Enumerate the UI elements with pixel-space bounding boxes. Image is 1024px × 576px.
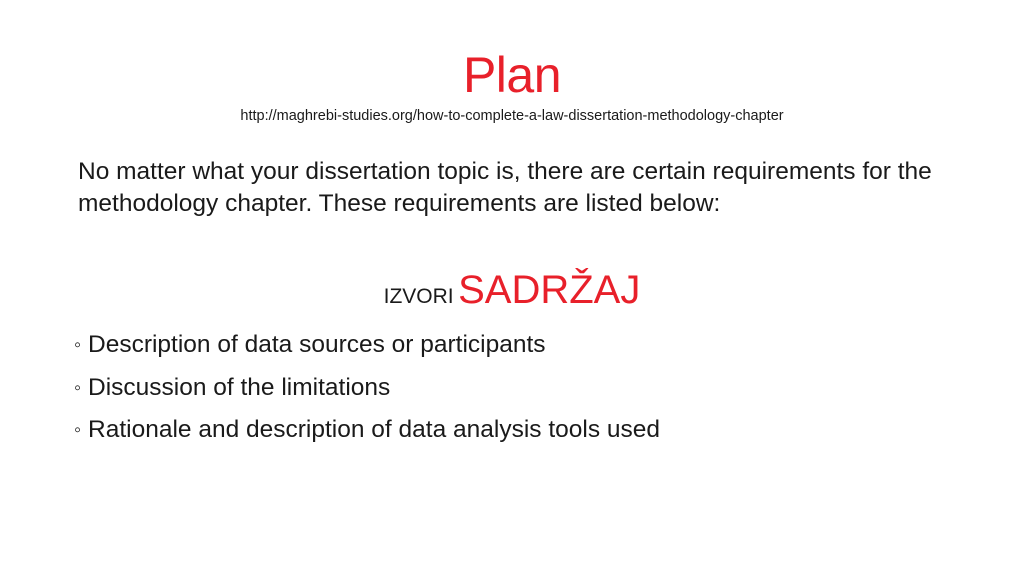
bullet-list xyxy=(74,324,974,452)
list-item xyxy=(74,367,974,410)
content-label: SADRŽAJ xyxy=(458,268,641,312)
bullet-text: Discussion of the limitations xyxy=(88,373,391,401)
intro-paragraph: No matter what your dissertation topic is, there are certain requirements for the methodology chapter. These requirements are listed below: xyxy=(78,158,932,217)
bullet-text: Rationale and description of data analysis tools used xyxy=(88,416,661,443)
bullet-text: Description of data sources or participants xyxy=(88,331,546,358)
slide-title: Plan xyxy=(462,47,562,103)
heading-line xyxy=(0,268,1024,313)
source-url: http://maghrebi-studies.org/how-to-complete-a-law-dissertation-methodology-chapter xyxy=(240,108,784,124)
bullet-marker-icon: ◦ xyxy=(74,419,82,441)
list-item xyxy=(74,324,974,367)
bullet-marker-icon: ◦ xyxy=(74,376,82,399)
list-item xyxy=(74,409,974,452)
sources-label: IZVORI xyxy=(383,285,454,308)
bullet-marker-icon: ◦ xyxy=(74,334,82,356)
